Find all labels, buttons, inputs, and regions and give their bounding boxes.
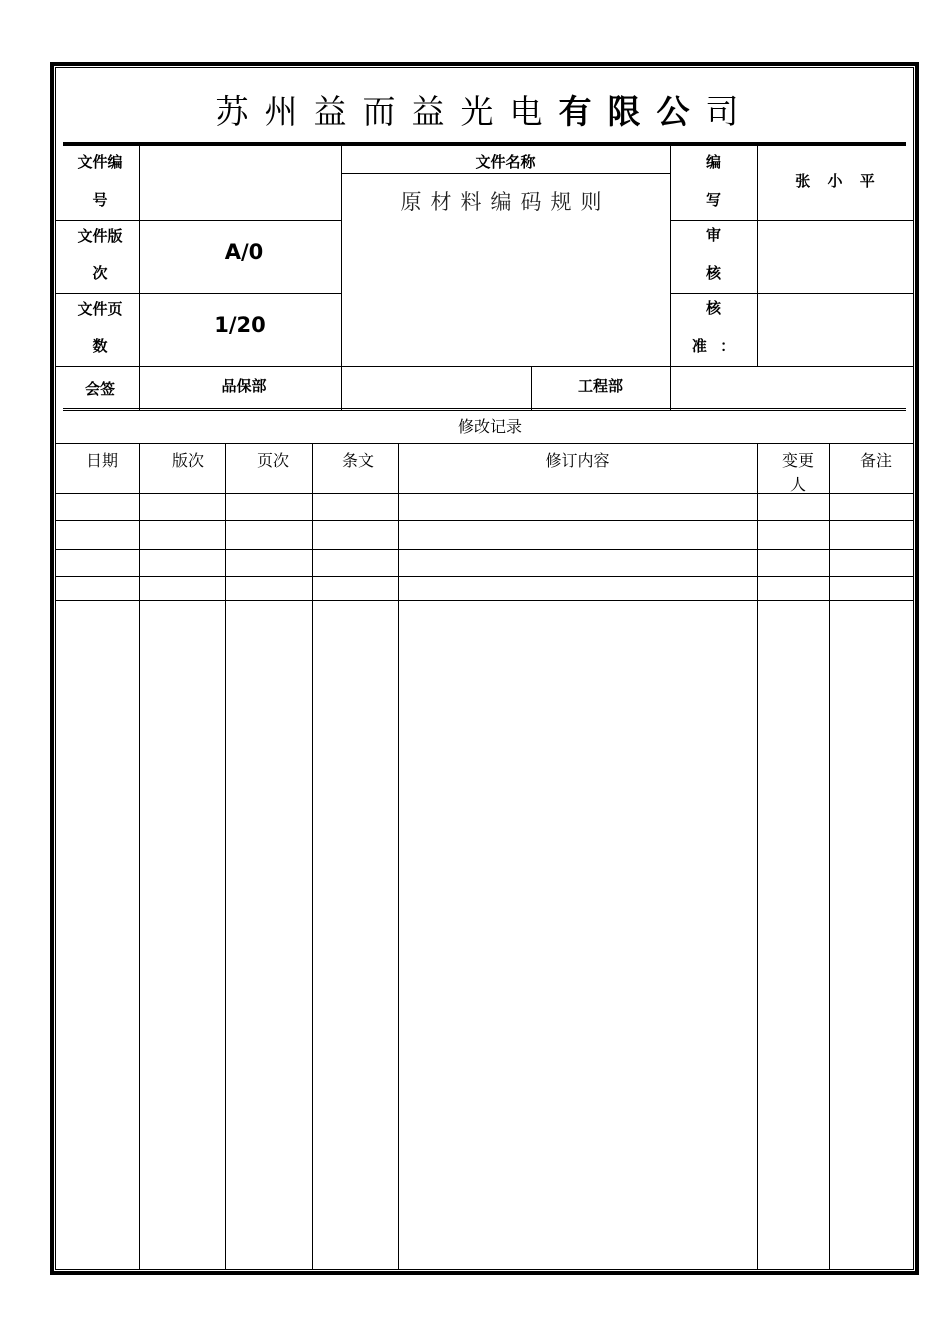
version-value: A/0 [224,240,264,264]
approve-label-line1: 核 [705,299,721,317]
version-label-line2: 次 [92,264,108,282]
title-rule [63,142,906,146]
writer-label-line2: 写 [705,191,721,209]
pages-value: 1/20 [214,313,266,337]
company-title-part3: 司 [705,92,755,131]
column-header-date: 日期 [85,453,118,470]
countersign-label: 会签 [84,380,115,398]
column-header-clause: 条文 [341,453,374,470]
pages-label-line2: 数 [92,337,108,355]
eng-dept-label: 工程部 [577,377,623,395]
column-header-remark: 备注 [859,453,892,470]
doc-name-label: 文件名称 [475,153,536,171]
revision-title: 修改记录 [457,417,522,436]
review-label-line2: 核 [705,264,721,282]
column-header-changer-line2: 人 [789,477,806,494]
column-header-content: 修订内容 [545,453,610,470]
qa-dept-label: 品保部 [221,377,267,395]
writer-label-line1: 编 [705,153,721,171]
column-header-version: 版次 [171,453,204,470]
doc-name-value: 原材料编码规则 [400,190,611,214]
approve-label-line2: 准 ： [691,337,736,355]
review-label-line1: 审 [705,226,721,244]
writer-value: 张 小 平 [795,172,875,190]
company-title-part2: 有限公 [558,92,706,131]
pages-label-line1: 文件页 [77,300,123,318]
version-label-line1: 文件版 [77,227,123,245]
doc-no-label-line1: 文件编 [77,153,123,171]
company-title [60,86,910,133]
column-header-changer-line1: 变更 [781,453,814,470]
company-title-part1: 苏州益而益光电 [215,92,559,131]
doc-no-label-line2: 号 [92,191,108,209]
column-header-page: 页次 [256,453,289,470]
